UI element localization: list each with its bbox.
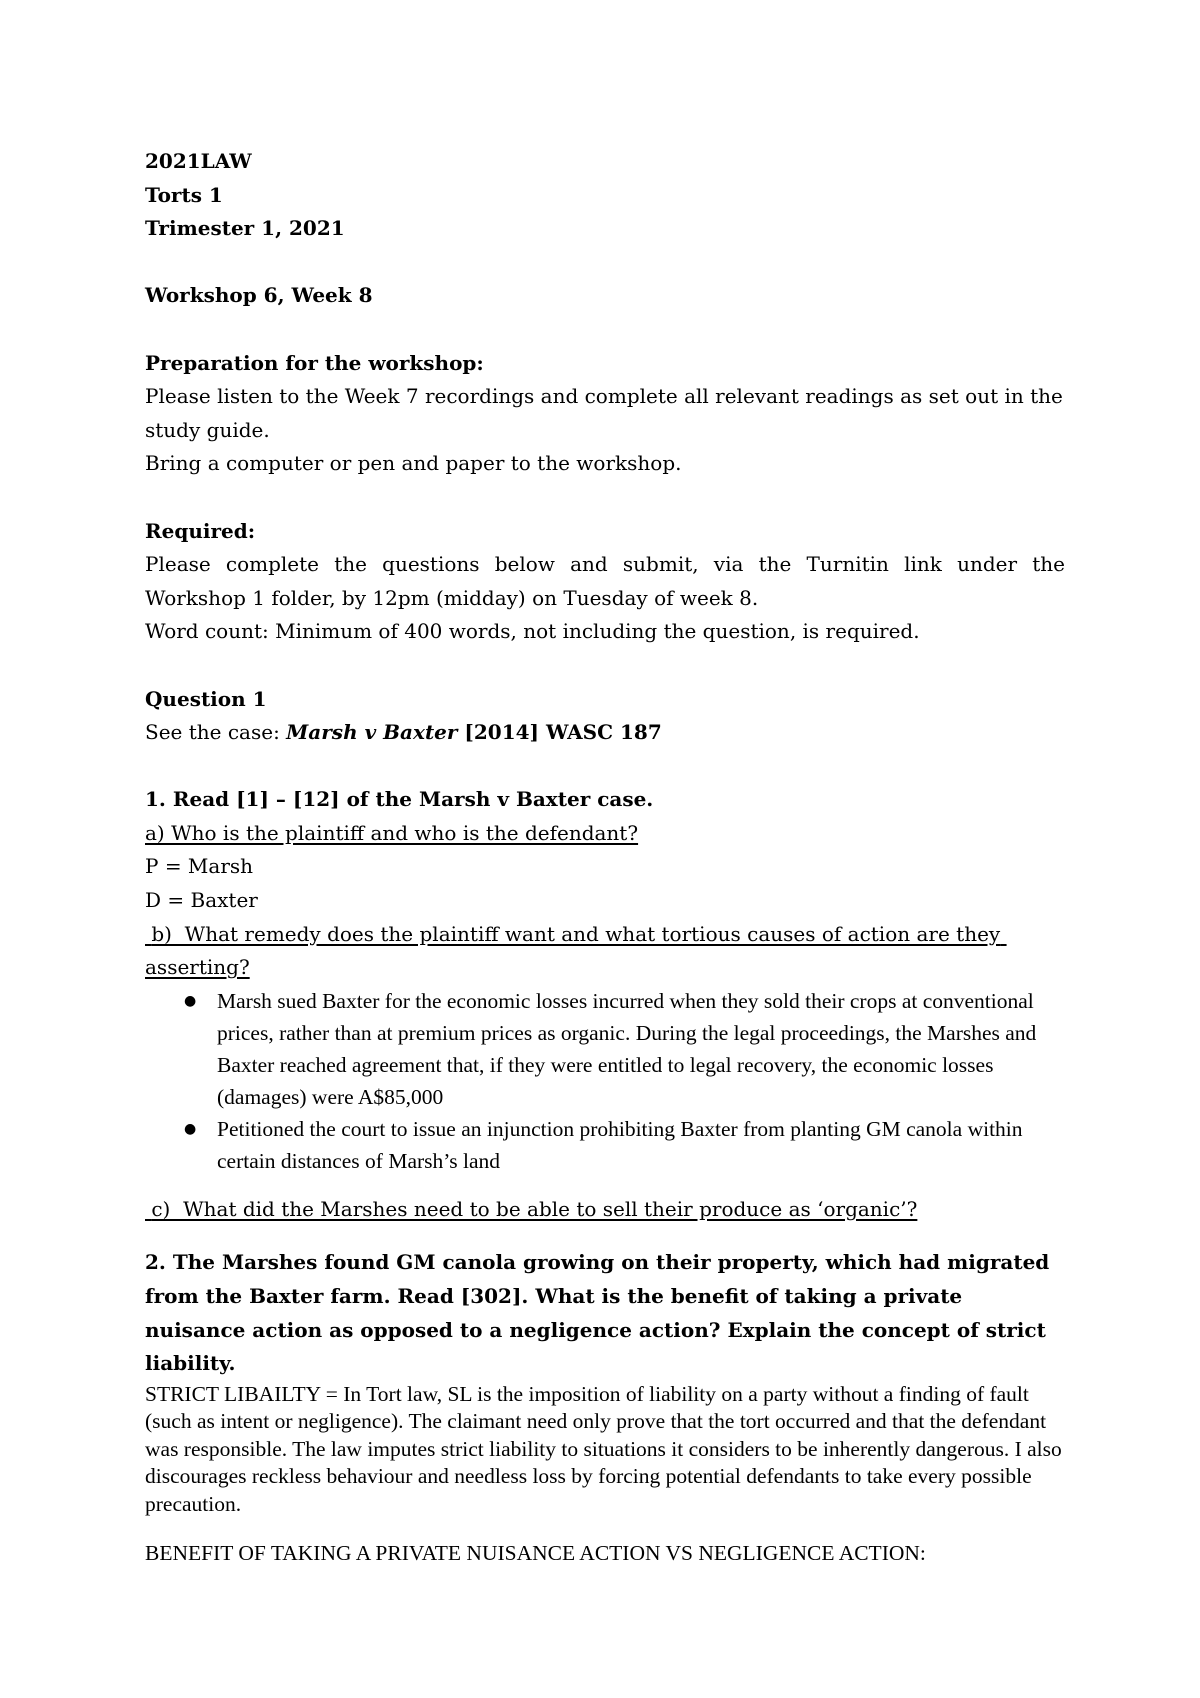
case-name: Marsh v Baxter [286,720,458,745]
required-heading: Required: [145,518,256,543]
course-name: Torts 1 [145,182,223,207]
item-2-heading: 2. The Marshes found GM canola growing on their property, which had migrated from the Baxter farm. Read [302]. What is the benefit of taking a private nuisance action as opposed to a negligence action? Explain the concept of strict liability. [145,1250,1050,1376]
preparation-text: Please listen to the Week 7 recordings and complete all relevant readings as set out in the study guide. [145,384,1063,442]
bullet-icon: ● [184,1120,197,1137]
required-text: Please complete the questions below and submit, via the Turnitin link under the Workshop 1 folder, by 12pm (midday) on Tuesday of week 8. [145,552,1065,610]
case-reference [145,716,1065,750]
case-citation: [2014] WASC 187 [457,720,662,745]
bullet-text: Petitioned the court to issue an injunction prohibiting Baxter from planting GM canola within certain distances of Marsh’s land [217,1116,1023,1173]
course-code: 2021LAW [145,149,252,173]
preparation-heading: Preparation for the workshop: [145,350,484,375]
defendant-answer: D = Baxter [145,888,258,913]
question-1-heading: Question 1 [145,686,267,711]
question-b: b) What remedy does the plaintiff want and what tortious causes of action are they asserting? [145,921,1007,980]
question-a: a) Who is the plaintiff and who is the defendant? [145,820,639,845]
list-item [145,985,1065,1113]
term: Trimester 1, 2021 [145,216,345,241]
strict-liability-answer: STRICT LIBAILTY = In Tort law, SL is the imposition of liability on a party without a finding of fault (such as intent or negligence). The claimant need only prove that the tort occurred and that the defendant was responsible. The law imputes strict liability to situations it considers to be inherently dangerous. I also discourages reckless behaviour and needless loss by forcing potential defendants to take every possible precaution. [145,1381,1062,1516]
item-1-heading: 1. Read [1] – [12] of the Marsh v Baxter case. [145,787,654,812]
question-c: c) What did the Marshes need to be able to sell their produce as ‘organic’? [145,1196,918,1221]
list-item [145,1113,1065,1177]
plaintiff-answer: P = Marsh [145,854,254,879]
bullet-icon: ● [184,992,197,1009]
case-prefix: See the case: [145,720,287,745]
document-body [145,145,1065,1568]
preparation-bring: Bring a computer or pen and paper to the workshop. [145,451,682,476]
remedy-list [145,985,1065,1177]
workshop-title: Workshop 6, Week 8 [145,283,373,308]
benefit-heading: BENEFIT OF TAKING A PRIVATE NUISANCE ACTION VS NEGLIGENCE ACTION: [145,1541,926,1566]
bullet-text: Marsh sued Baxter for the economic losses incurred when they sold their crops at conventional prices, rather than at premium prices as organic. During the legal proceedings, the Marshes and Baxter reached agreement that, if they were entitled to legal recovery, the economic losses (damages) were A$85,000 [217,988,1037,1109]
word-count: Word count: Minimum of 400 words, not including the question, is required. [145,619,920,644]
